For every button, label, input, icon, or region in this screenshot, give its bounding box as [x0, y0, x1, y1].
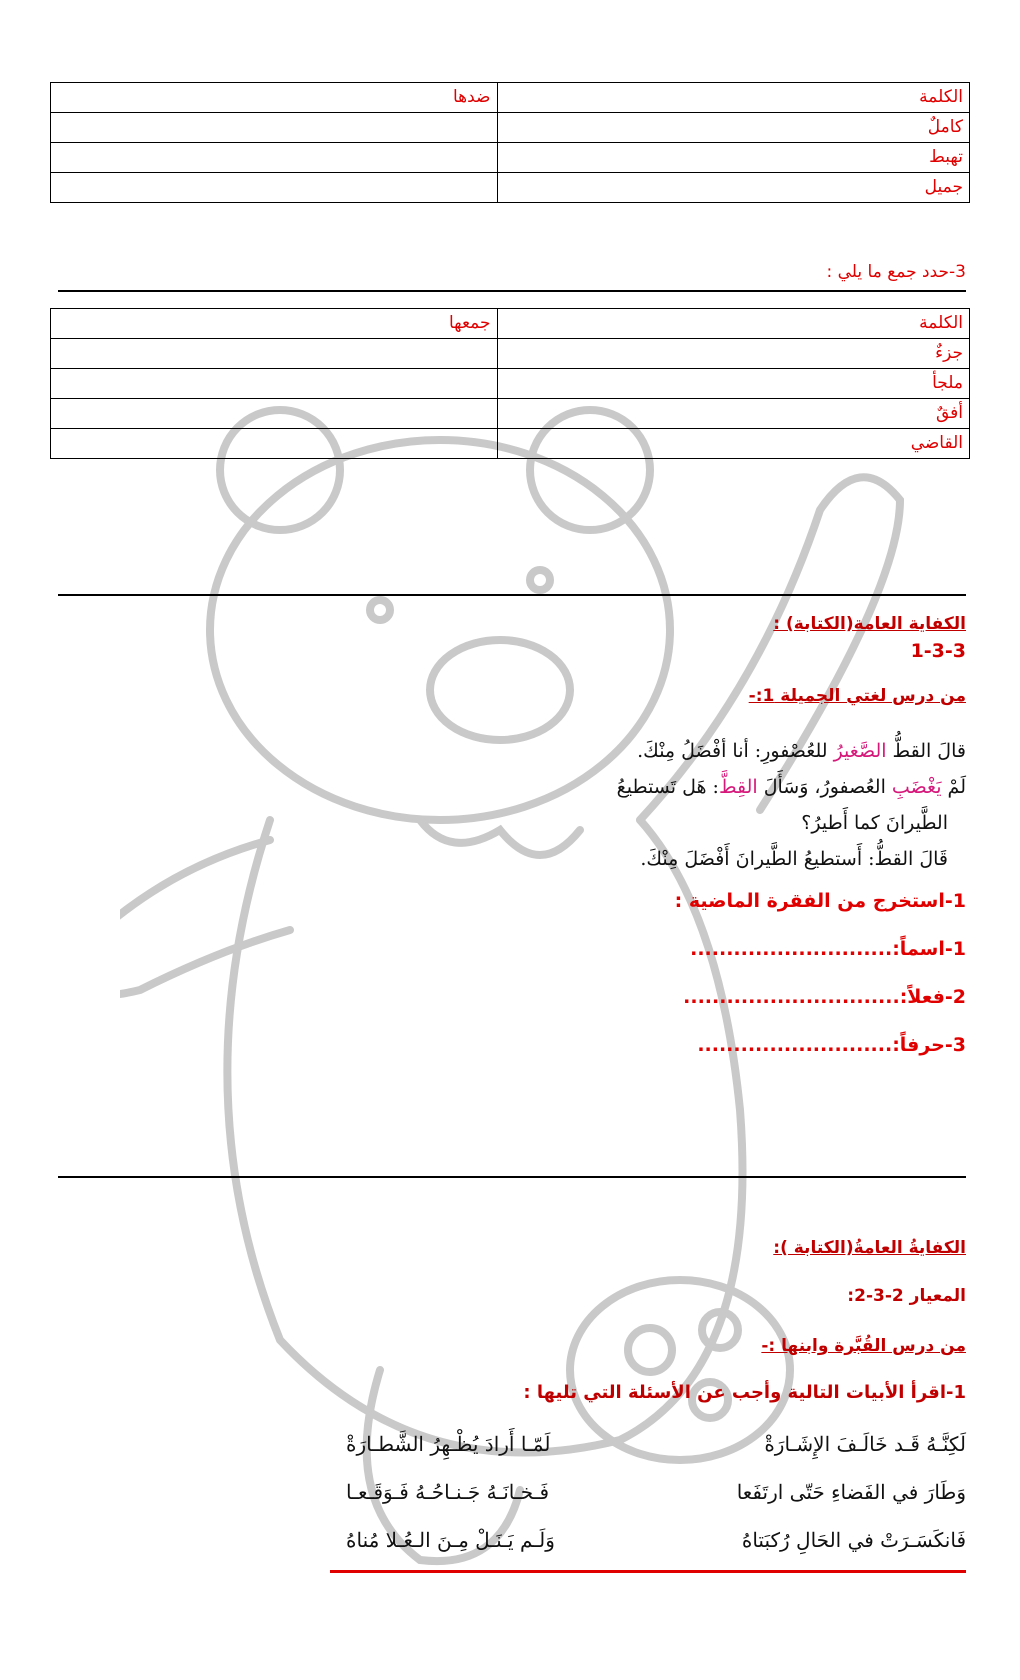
table-row [51, 429, 970, 459]
answer-line-verb[interactable]: 2-فعلاً:.............................. [683, 986, 966, 1008]
verse-second-half: فَـخـانَـهُ جَـنـاحُـهُ فَـوَقَـعـا [346, 1480, 550, 1504]
passage-line: الطَّيرانَ كما أَطيرُ؟ [801, 812, 948, 834]
answer-line-noun[interactable]: 1-اسماً:............................ [690, 938, 966, 960]
antonyms-table [50, 82, 970, 203]
standard-code: المعيار 2-3-2: [847, 1286, 966, 1306]
verse-row [346, 1528, 966, 1552]
divider [58, 290, 966, 292]
verse-second-half: لَمّـا أَرادَ يُظْـهِرُ الشَّطـارَةْ [346, 1432, 551, 1456]
answer-line-letter[interactable]: 3-حرفاً:........................... [697, 1034, 966, 1056]
answer-cell[interactable] [51, 429, 498, 459]
table-row [51, 173, 970, 203]
table-cell: تهبط [497, 143, 970, 173]
verses-instruction: 1-اقرأ الأبيات التالية وأجب عن الأسئلة التي تليها : [523, 1382, 966, 1403]
table-row [51, 339, 970, 369]
divider [58, 1176, 966, 1178]
lesson-title: من درس لغتي الجميلة 1:- [748, 686, 966, 706]
plurals-table [50, 308, 970, 459]
divider [58, 594, 966, 596]
standard-code: 1-3-3 [910, 640, 966, 662]
passage-line: قالَ القطُّ الصَّغيرُ للعُصْفورِ: أنا أفْضَلُ مِنْكَ. [637, 740, 966, 762]
passage-line: قَالَ القطُّ: أَستطيعُ الطَّيرانَ أَفْضَلَ مِنْكَ. [640, 848, 948, 870]
red-divider [330, 1570, 966, 1573]
table-cell: جزءٌ [497, 339, 970, 369]
extract-question: 1-استخرج من الفقرة الماضية : [674, 890, 966, 912]
answer-cell[interactable] [51, 143, 498, 173]
verse-first-half: فَانكَسَـرَتْ في الحَالِ رُكبَتاهُ [741, 1528, 966, 1552]
table-row [51, 143, 970, 173]
plural-question: 3-حدد جمع ما يلي : [826, 262, 966, 282]
verse-first-half: لَكِنَّـهُ قَـد خَالَـفَ الإِشَـارَةْ [764, 1432, 966, 1456]
table-cell: ملجأ [497, 369, 970, 399]
verse-row [346, 1432, 966, 1456]
table-cell: أفقٌ [497, 399, 970, 429]
table-row [51, 113, 970, 143]
table-row [51, 369, 970, 399]
table-row [51, 399, 970, 429]
table-header-row [51, 83, 970, 113]
answer-cell[interactable] [51, 173, 498, 203]
answer-cell[interactable] [51, 369, 498, 399]
table-header-row [51, 309, 970, 339]
table-header-cell: الكلمة [497, 309, 970, 339]
answer-cell[interactable] [51, 399, 498, 429]
table-header-cell: جمعها [51, 309, 498, 339]
section-title: الكفايةُ العامةُ(الكتابة ): [773, 1238, 966, 1258]
lesson-title: من درس القُبَّرة وابنها :- [761, 1336, 966, 1356]
table-cell: كاملٌ [497, 113, 970, 143]
section-title: الكفاية العامة(الكتابة) : [773, 614, 966, 634]
table-header-cell: ضدها [51, 83, 498, 113]
verse-first-half: وَطَارَ في الفَضاءِ حَتّى ارتَفَعا [736, 1480, 966, 1504]
table-header-cell: الكلمة [497, 83, 970, 113]
table-cell: جميل [497, 173, 970, 203]
answer-cell[interactable] [51, 339, 498, 369]
verse-second-half: وَلَـم يَـنَـلْ مِـنَ الـعُـلا مُناهُ [346, 1528, 555, 1552]
verse-row [346, 1480, 966, 1504]
table-cell: القاضي [497, 429, 970, 459]
answer-cell[interactable] [51, 113, 498, 143]
passage-line: لَمْ يَغْضَبِ العُصفورُ، وَسَأَلَ القِطَّ: هَل تَستطيعُ [616, 776, 966, 798]
